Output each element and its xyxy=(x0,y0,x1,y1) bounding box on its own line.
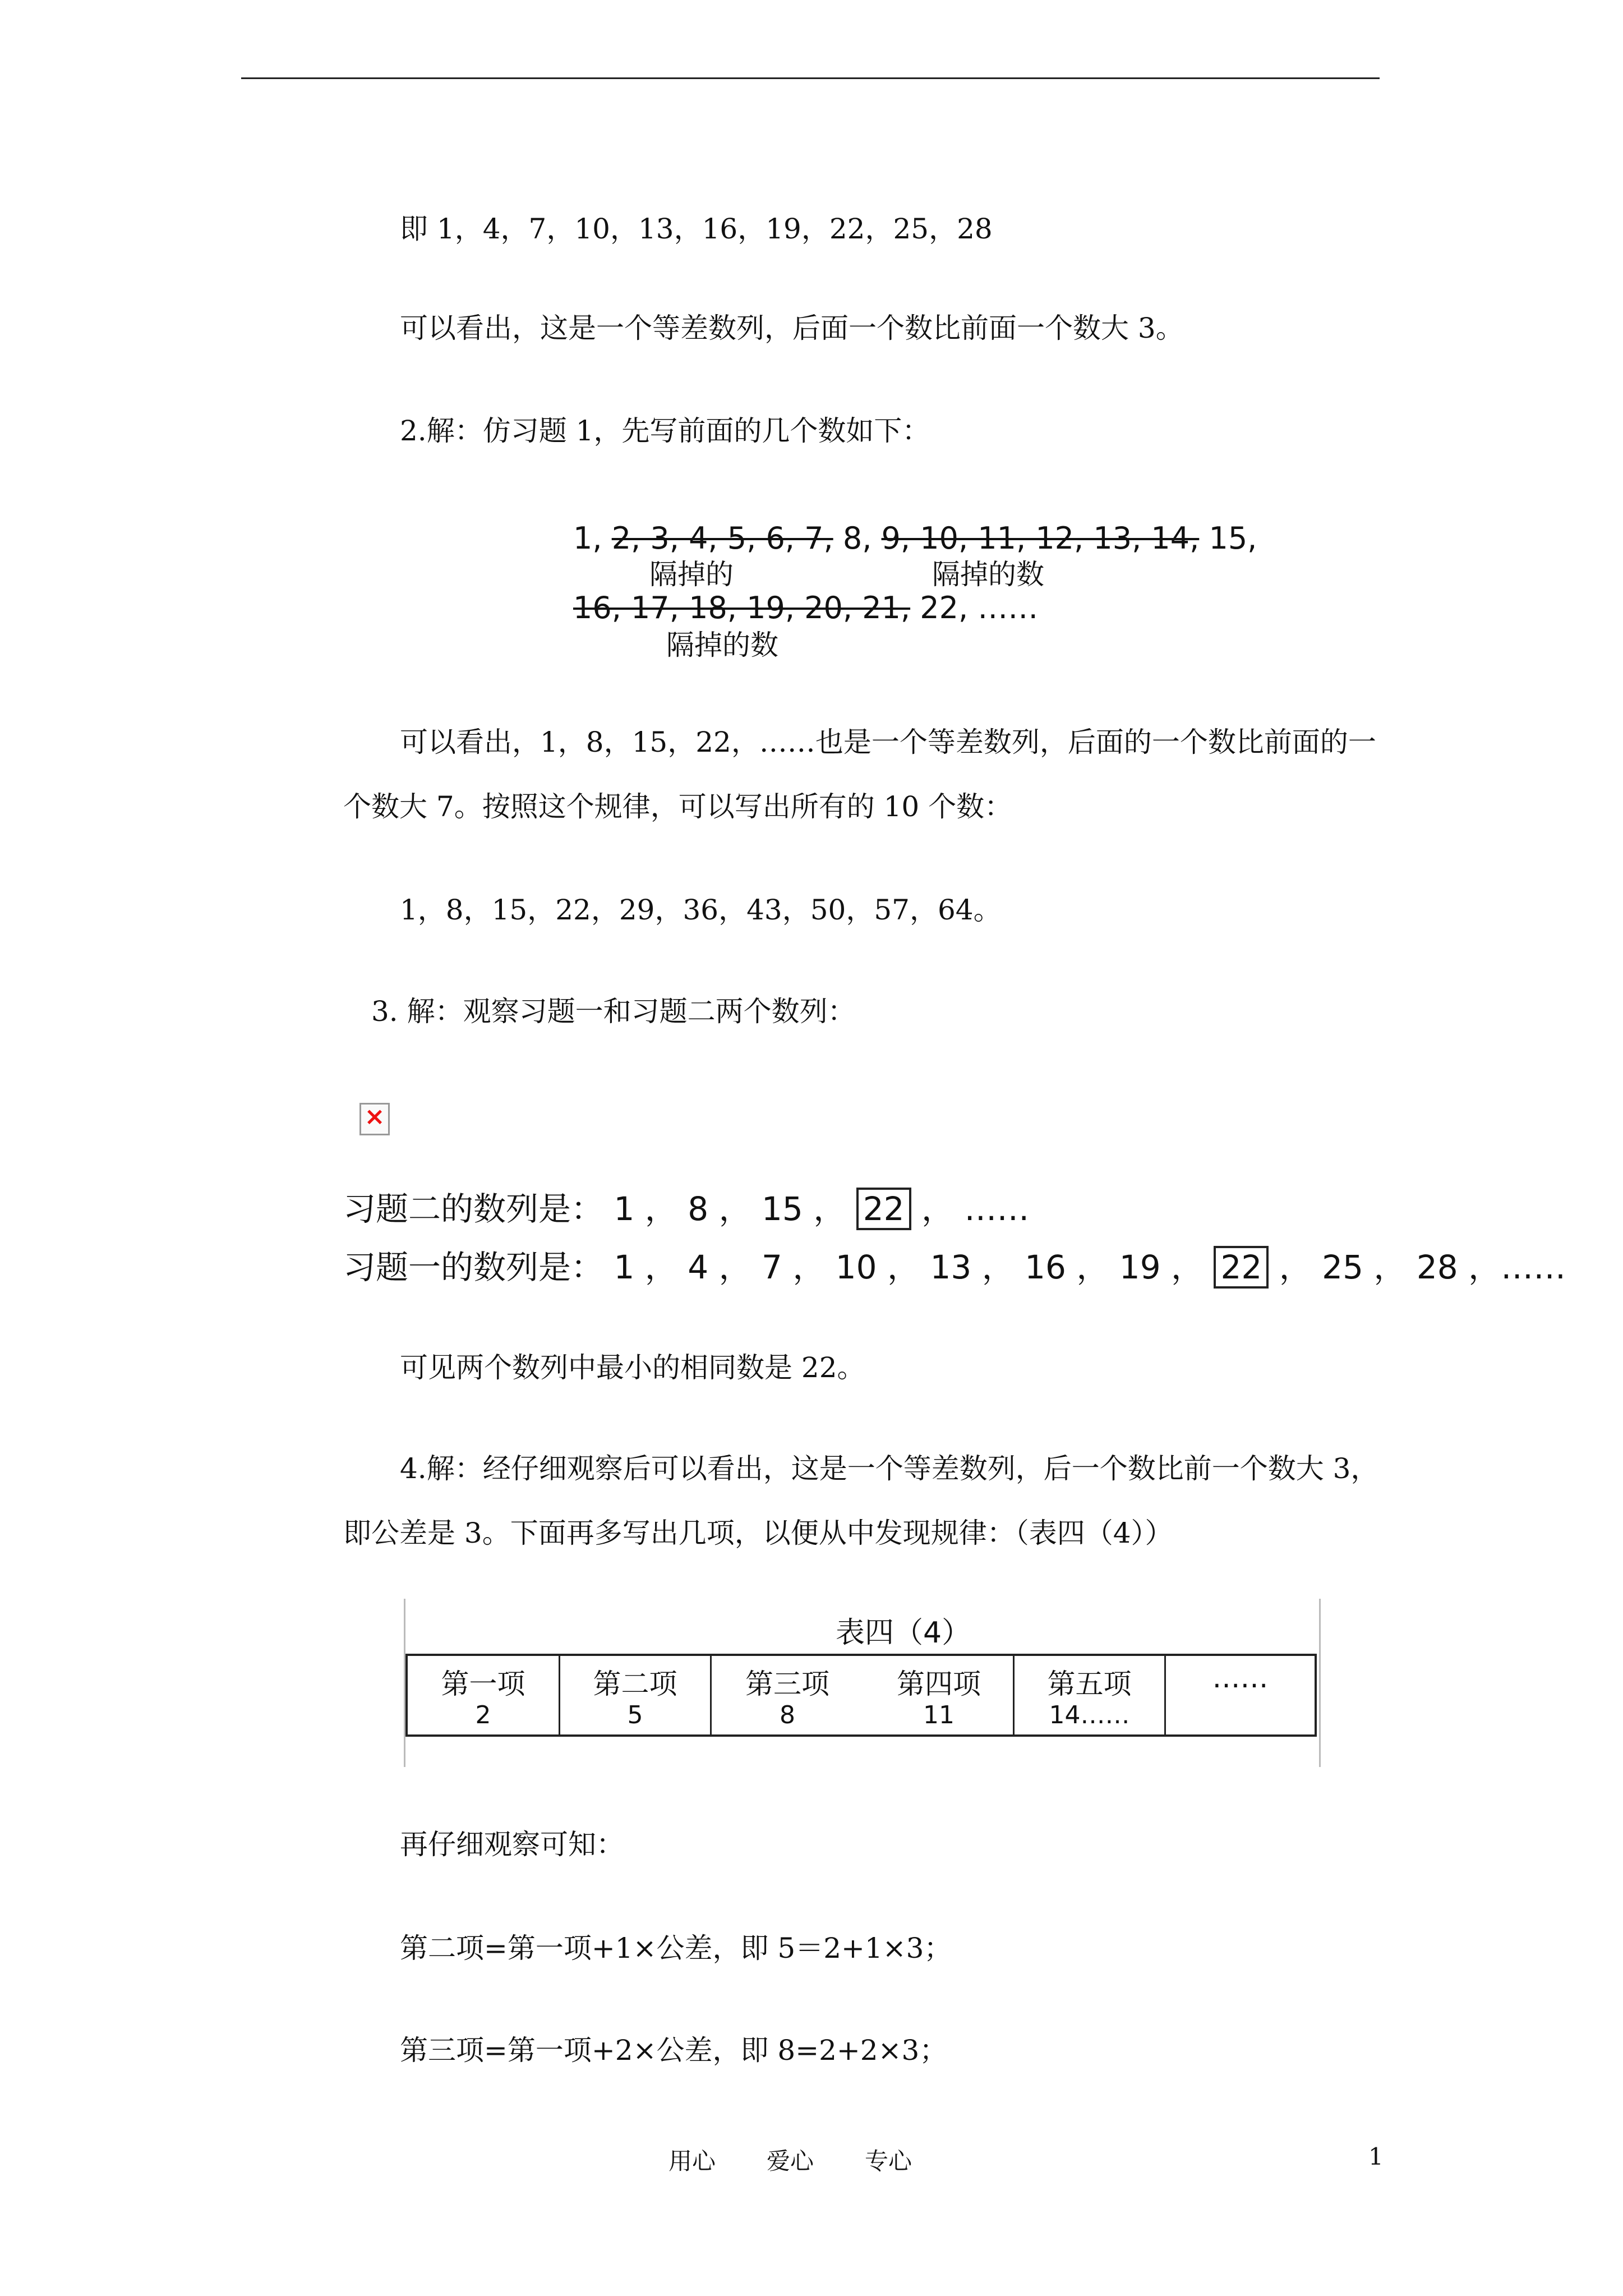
paragraph-solution-2: 2.解：仿习题 1，先写前面的几个数如下： xyxy=(400,415,930,447)
fig1-row2-struck: 16, 17, 18, 19, 20, 21, xyxy=(573,590,911,625)
fig2-row2 xyxy=(343,1241,1566,1288)
table-cell xyxy=(560,1656,712,1734)
footer-text-2: 爱心 xyxy=(767,2147,814,2175)
fig1-label1: 隔掉的 xyxy=(649,558,734,591)
paragraph-solution-4-line2: 即公差是 3。下面再多写出几项，以便从中发现规律：（表四（4）） xyxy=(343,1517,1173,1549)
footer-text-3: 专心 xyxy=(865,2147,912,2175)
fig1-row1-b: 8, xyxy=(842,521,872,556)
fig1-row2-b: 22, …… xyxy=(920,590,1039,625)
fig1-label2: 隔掉的数 xyxy=(932,558,1044,591)
table-header: 第二项 xyxy=(593,1668,677,1700)
paragraph-smallest-common: 可见两个数列中最小的相同数是 22。 xyxy=(400,1351,865,1384)
fig1-row2 xyxy=(573,590,1038,625)
paragraph-observation-1: 可以看出，这是一个等差数列，后面一个数比前面一个数大 3。 xyxy=(400,312,1184,344)
fig2-row1-boxed: 22 xyxy=(856,1188,911,1230)
fig1-row1-a: 1, xyxy=(573,521,602,556)
table-cell xyxy=(1166,1656,1315,1734)
fig2-row1-pre: 1 ， 8 ， 15 ， xyxy=(614,1190,846,1228)
paragraph-third-term: 第三项=第一项+2×公差，即 8=2+2×3； xyxy=(400,2034,948,2067)
footer-text-1: 用心 xyxy=(668,2147,716,2175)
fig2-row1-post: ， …… xyxy=(921,1190,1030,1228)
table-value: 2 xyxy=(475,1701,491,1729)
table-cell xyxy=(408,1656,560,1734)
fig2-row1 xyxy=(343,1182,1029,1230)
fig1-row1-struck1: 2, 3, 4, 5, 6, 7, xyxy=(611,521,833,556)
table-header: 第四项 xyxy=(897,1668,981,1700)
table-cell xyxy=(1015,1656,1166,1734)
page-number: 1 xyxy=(1368,2143,1384,2170)
fig2-row2-boxed: 22 xyxy=(1214,1246,1269,1289)
fig1-label3: 隔掉的数 xyxy=(666,629,778,661)
paragraph-sequence-1: 即 1，4，7，10，13，16，19，22，25，28 xyxy=(400,213,993,245)
paragraph-solution-3: 3. 解：观察习题一和习题二两个数列： xyxy=(371,995,856,1028)
fig1-row1-struck2: 9, 10, 11, 12, 13, 14, xyxy=(881,521,1200,556)
paragraph-second-term: 第二项=第一项+1×公差，即 5＝2+1×3； xyxy=(400,1932,952,1964)
table-header: …… xyxy=(1212,1662,1269,1694)
table-header: 第五项 xyxy=(1047,1668,1132,1700)
fig1-row1 xyxy=(573,521,1257,556)
fig2-row1-label: 习题二的数列是： xyxy=(343,1190,604,1228)
header-rule xyxy=(241,77,1380,79)
table-header: 第三项 xyxy=(745,1668,829,1700)
fig2-row2-post: ， 25 ， 28 ，…… xyxy=(1279,1248,1566,1286)
fig2-row2-label: 习题一的数列是： xyxy=(343,1248,604,1286)
paragraph-observation-2-line1: 可以看出，1，8，15，22，……也是一个等差数列，后面的一个数比前面的一 xyxy=(400,726,1376,758)
terms-table xyxy=(405,1654,1317,1737)
table-figure-right-edge xyxy=(1319,1599,1321,1767)
paragraph-solution-4-line1: 4.解：经仔细观察后可以看出，这是一个等差数列，后一个数比前一个数大 3， xyxy=(400,1452,1379,1485)
paragraph-observation-2-line2: 个数大 7。按照这个规律，可以写出所有的 10 个数： xyxy=(343,790,1013,823)
paragraph-ten-numbers: 1，8，15，22，29，36，43，50，57，64。 xyxy=(400,894,1002,926)
table-value: 5 xyxy=(627,1701,643,1729)
table-value: 8 xyxy=(780,1701,795,1729)
table-cell-merged xyxy=(712,1656,1015,1734)
table-value: 11 xyxy=(923,1701,955,1729)
paragraph-observe-again: 再仔细观察可知： xyxy=(400,1828,624,1861)
table-header: 第一项 xyxy=(441,1668,525,1700)
table-value: 14…… xyxy=(1049,1701,1130,1729)
fig1-row1-c: 15, xyxy=(1209,521,1257,556)
broken-image-icon: × xyxy=(359,1103,390,1135)
table-caption: 表四（4） xyxy=(836,1616,971,1650)
fig2-row2-pre: 1 ， 4 ， 7 ， 10 ， 13 ， 16 ， 19 ， xyxy=(614,1248,1204,1286)
